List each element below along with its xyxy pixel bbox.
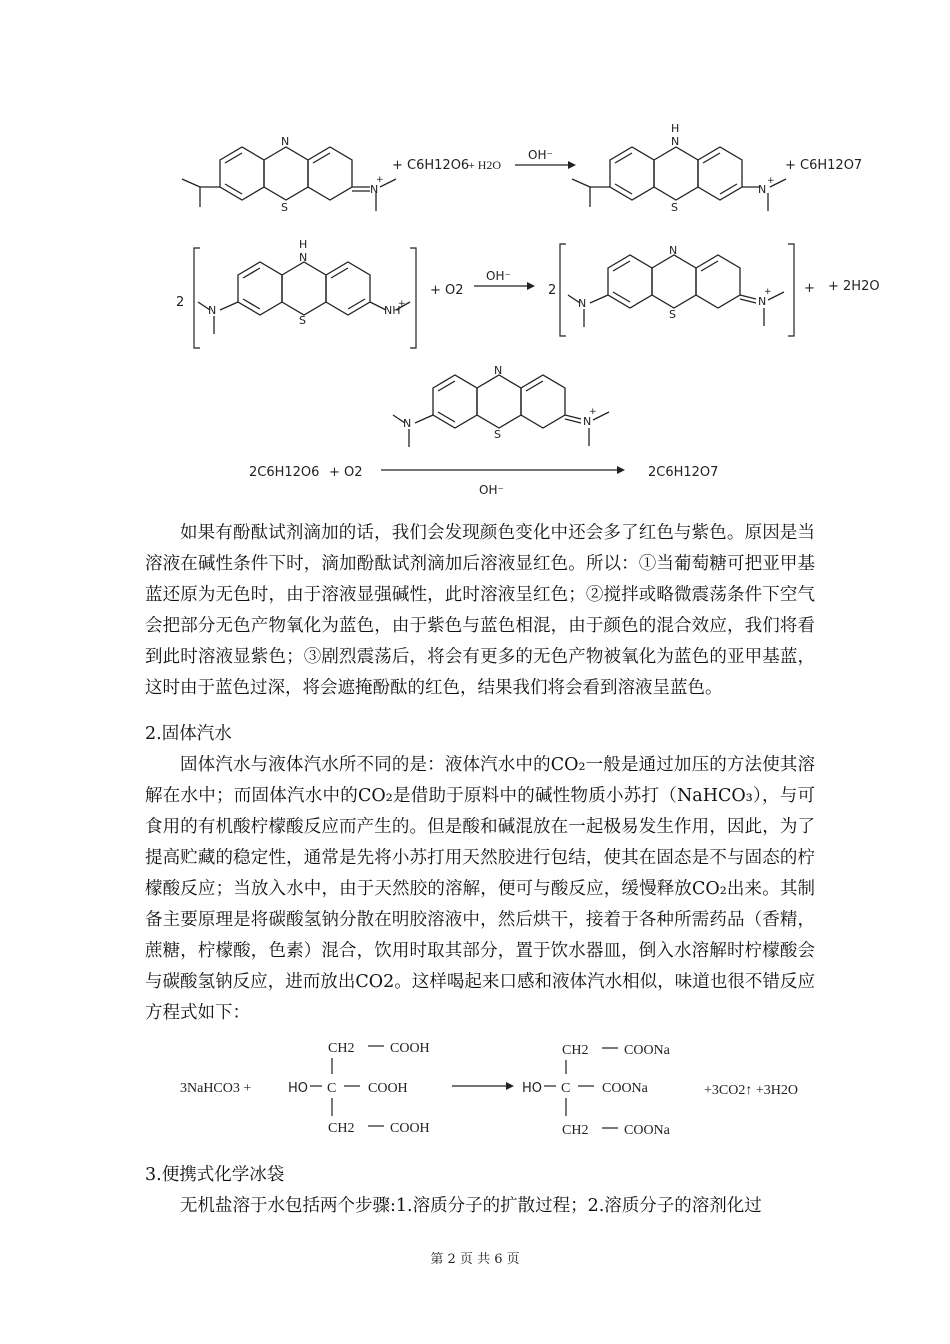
reaction-1-product: + C6H12O7	[785, 158, 863, 173]
svg-text:N: N	[370, 183, 379, 196]
svg-text:N: N	[208, 304, 217, 317]
reaction-4-ch2-top-right: CH2	[562, 1043, 589, 1058]
reaction-4-coona-bot: COONa	[624, 1123, 670, 1138]
methylene-blue-molecule	[182, 147, 396, 211]
svg-text:N: N	[583, 415, 592, 428]
reaction-3-oxygen: + O2	[329, 465, 363, 480]
svg-text:+: +	[376, 175, 384, 185]
reaction-2-oxygen: + O2	[430, 283, 464, 298]
reaction-2-right-coefficient: 2	[548, 283, 557, 298]
methylene-blue-molecule-2	[568, 255, 784, 327]
svg-text:S: S	[494, 428, 501, 441]
heading-solid-soda: 2.固体汽水	[145, 724, 232, 744]
svg-text:S: S	[281, 201, 288, 214]
svg-text:S: S	[669, 308, 676, 321]
svg-text:N: N	[494, 364, 503, 377]
reaction-4-ch2-bot-left: CH2	[328, 1121, 355, 1136]
svg-text:+: +	[589, 407, 597, 417]
svg-text:N: N	[671, 135, 680, 148]
svg-text:H: H	[299, 238, 308, 251]
reaction-2-water: + 2H2O	[828, 279, 880, 294]
paragraph-3-text: 无机盐溶于水包括两个步骤:1.溶质分子的扩散过程；2.溶质分子的溶剂化过	[180, 1196, 762, 1216]
reaction-4-c-left: C	[327, 1081, 337, 1096]
paragraph-phenolphthalein	[145, 518, 815, 704]
svg-text:N: N	[403, 417, 412, 430]
svg-text:+: +	[804, 281, 815, 296]
reaction-4-ch2-bot-right: CH2	[562, 1123, 589, 1138]
reaction-4-scheme	[170, 1028, 850, 1148]
reaction-3-scheme	[245, 364, 765, 503]
reaction-4-left-reagent: 3NaHCO3 +	[180, 1081, 252, 1096]
methylene-blue-catalyst-molecule	[393, 375, 609, 447]
reaction-4-cooh-bot: COOH	[390, 1121, 430, 1136]
heading-chemical-ice-pack: 3.便携式化学冰袋	[145, 1165, 285, 1185]
reaction-2-left-coefficient: 2	[176, 295, 185, 310]
svg-text:NH: NH	[384, 304, 401, 317]
reaction-1-water: + H2O	[468, 158, 502, 172]
svg-text:N: N	[669, 244, 678, 257]
reaction-3-product: 2C6H12O7	[648, 465, 719, 480]
reaction-2-scheme	[170, 238, 880, 355]
svg-text:S: S	[671, 201, 678, 214]
svg-text:S: S	[299, 314, 306, 327]
reaction-1-catalyst: OH⁻	[528, 148, 553, 162]
svg-text:N: N	[281, 135, 290, 148]
svg-text:N: N	[758, 183, 767, 196]
paragraph-ice-pack	[145, 1191, 815, 1222]
paragraph-2-text: 固体汽水与液体汽水所不同的是：液体汽水中的CO₂一般是通过加压的方法使其溶解在水中；而固体汽水中的CO₂是借助于原料中的碱性物质小苏打（NaHCO₃），与可食用的有机酸柠檬酸反应而产生的。但是酸和碱混放在一起极易发生作用，因此，为了提高贮藏的稳定性，通常是先将小苏打用天然胶进行包结，使其在固态是不与固态的柠檬酸反应；当放入水中，由于天然胶的溶解，便可与酸反应，缓慢释放CO₂出来。其制备主要原理是将碳酸氢钠分散在明胶溶液中，然后烘干，接着于各种所需药品（香精，蔗糖，柠檬酸，色素）混合，饮用时取其部分，置于饮水器皿，倒入水溶解时柠檬酸会与碳酸氢钠反应，进而放出CO2。这样喝起来口感和液体汽水相似，味道也很不错反应方程式如下：	[145, 755, 815, 1023]
reaction-4-coona-mid: COONa	[602, 1081, 648, 1096]
reaction-2-catalyst: OH⁻	[486, 269, 511, 283]
reaction-4-cooh-mid: COOH	[368, 1081, 408, 1096]
svg-text:+: +	[764, 287, 772, 297]
svg-text:N: N	[299, 251, 308, 264]
paragraph-1-text: 如果有酚酞试剂滴加的话，我们会发现颜色变化中还会多了红色与紫色。原因是当溶液在碱性条件下时，滴加酚酞试剂滴加后溶液显红色。所以：①当葡萄糖可把亚甲基蓝还原为无色时，由于溶液显强碱性，此时溶液呈红色；②搅拌或略微震荡条件下空气会把部分无色产物氧化为蓝色，由于紫色与蓝色相混，由于颜色的混合效应，我们将看到此时溶液显紫色；③剧烈震荡后，将会有更多的无色产物被氧化为蓝色的亚甲基蓝，这时由于蓝色过深，将会遮掩酚酞的红色，结果我们将会看到溶液呈蓝色。	[145, 523, 815, 698]
reaction-4-coona-top: COONa	[624, 1043, 670, 1058]
reaction-4-cooh-top: COOH	[390, 1041, 430, 1056]
paragraph-solid-soda	[145, 750, 815, 1029]
page-footer: 第 2 页 共 6 页	[430, 1252, 520, 1267]
leucomethylene-blue-molecule	[572, 147, 786, 211]
reaction-1-scheme	[170, 122, 870, 225]
reaction-4-ch2-top-left: CH2	[328, 1041, 355, 1056]
reaction-4-ho-left: HO	[288, 1081, 309, 1096]
reaction-4-products: +3CO2↑ +3H2O	[704, 1083, 798, 1098]
svg-text:N: N	[578, 297, 587, 310]
reaction-4-ho-right: HO	[522, 1081, 543, 1096]
reaction-3-reagent: 2C6H12O6	[249, 465, 320, 480]
svg-text:N: N	[758, 295, 767, 308]
svg-text:+: +	[398, 299, 406, 309]
svg-text:+: +	[767, 176, 775, 186]
reaction-1-reagent: + C6H12O6	[392, 158, 470, 173]
reaction-4-c-right: C	[561, 1081, 571, 1096]
reaction-3-catalyst: OH⁻	[479, 483, 504, 497]
svg-text:H: H	[671, 122, 680, 135]
